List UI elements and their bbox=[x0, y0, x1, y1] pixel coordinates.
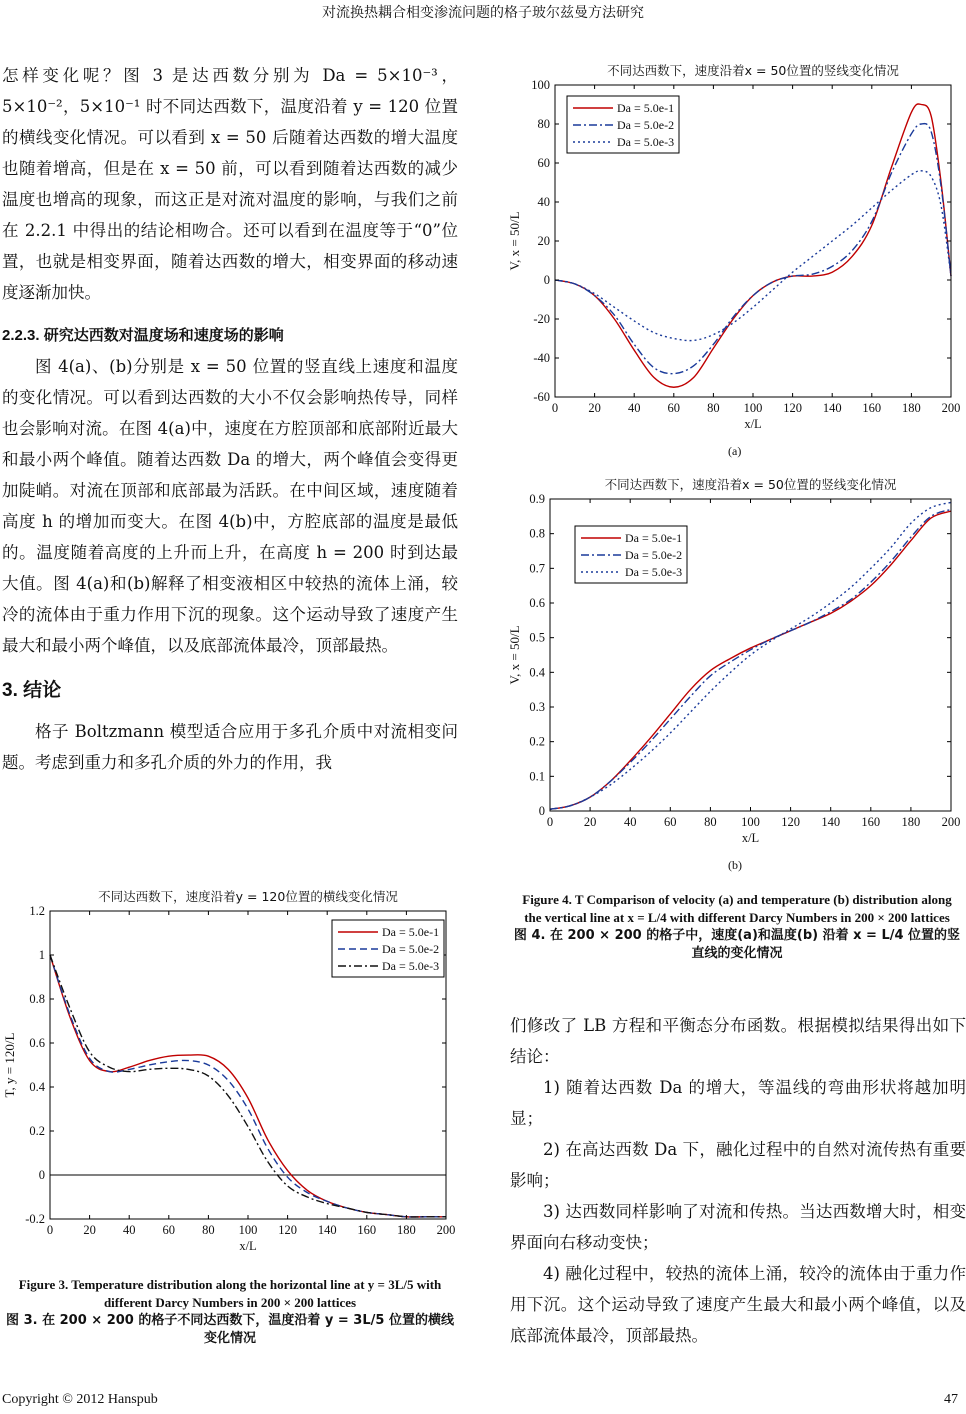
x-tick-label: 20 bbox=[83, 1223, 96, 1237]
figure-4a bbox=[505, 58, 965, 438]
x-tick-label: 120 bbox=[278, 1223, 297, 1237]
legend-label: Da = 5.0e-1 bbox=[382, 925, 440, 939]
x-tick-label: 200 bbox=[941, 815, 961, 829]
legend-label: Da = 5.0e-1 bbox=[617, 101, 675, 115]
y-tick-label: 0.3 bbox=[529, 700, 545, 714]
x-axis-label: x/L bbox=[744, 417, 762, 431]
legend-label: Da = 5.0e-2 bbox=[382, 942, 440, 956]
x-tick-label: 100 bbox=[238, 1223, 258, 1237]
y-tick-label: 0 bbox=[538, 804, 545, 818]
right-column bbox=[510, 1010, 966, 1351]
x-tick-label: 140 bbox=[317, 1223, 337, 1237]
figure-4b bbox=[505, 472, 965, 852]
chart-title: 不同达西数下，速度沿着x = 50位置的竖线变化情况 bbox=[607, 63, 899, 78]
y-tick-label: 100 bbox=[531, 78, 550, 92]
x-tick-label: 180 bbox=[397, 1223, 416, 1237]
x-tick-label: 180 bbox=[902, 401, 921, 415]
legend-label: Da = 5.0e-1 bbox=[625, 531, 683, 545]
y-tick-label: 0 bbox=[38, 1168, 45, 1182]
x-tick-label: 80 bbox=[704, 815, 717, 829]
conclusion-item: 1) 随着达西数 Da 的增大，等温线的弯曲形状将越加明显； bbox=[510, 1078, 966, 1128]
y-tick-label: 0.8 bbox=[529, 526, 545, 541]
y-tick-label: 80 bbox=[537, 117, 550, 131]
y-tick-label: -40 bbox=[533, 351, 550, 365]
caption-en: Figure 3. Temperature distribution along the horizontal line at y = 3L/5 with different Darcy Numbers in 200 × 200 lattices bbox=[18, 1277, 442, 1310]
y-tick-label: 20 bbox=[537, 234, 550, 248]
chart-title: 不同达西数下，速度沿着x = 50位置的竖线变化情况 bbox=[604, 477, 897, 492]
left-column bbox=[2, 60, 458, 778]
y-tick-label: 0.6 bbox=[29, 1036, 45, 1050]
y-axis-label: T, y = 120/L bbox=[2, 1032, 17, 1098]
y-tick-label: -60 bbox=[533, 390, 550, 404]
legend-label: Da = 5.0e-2 bbox=[625, 548, 683, 562]
y-tick-label: -20 bbox=[533, 312, 550, 326]
x-tick-label: 80 bbox=[707, 401, 720, 415]
series-line-2 bbox=[50, 955, 446, 1217]
x-tick-label: 140 bbox=[822, 401, 842, 415]
series-line-2 bbox=[555, 124, 951, 374]
x-tick-label: 40 bbox=[623, 815, 637, 829]
x-tick-label: 160 bbox=[861, 815, 881, 829]
chart-fig4a bbox=[505, 58, 965, 438]
caption-zh: 图 3. 在 200 × 200 的格子不同达西数下，温度沿着 y = 3L/5 位置的横线变化情况 bbox=[6, 1313, 454, 1346]
paragraph: 们修改了 LB 方程和平衡态分布函数。根据模拟结果得出如下结论： bbox=[510, 1016, 966, 1066]
y-tick-label: 1 bbox=[38, 948, 45, 962]
y-tick-label: -0.2 bbox=[25, 1212, 45, 1226]
x-tick-label: 20 bbox=[588, 401, 601, 415]
x-tick-label: 0 bbox=[546, 815, 554, 829]
series-line-1 bbox=[50, 955, 446, 1217]
y-tick-label: 0.8 bbox=[29, 992, 45, 1006]
chart-fig3 bbox=[2, 884, 460, 1264]
figure-4a-label: (a) bbox=[728, 444, 742, 458]
x-tick-label: 120 bbox=[783, 401, 802, 415]
y-tick-label: 0.1 bbox=[529, 769, 545, 784]
section-heading-3: 3. 结论 bbox=[2, 680, 62, 701]
figure-4-caption bbox=[512, 891, 962, 963]
paragraph: 怎样变化呢？图 3 是达西数分别为 Da = 5×10⁻³，5×10⁻²，5×10⁻¹ 时不同达西数下，温度沿着 y = 120 位置的横线变化情况。可以看到 x = 50 后随着达西数的增大温度也随着增高，但是在 x = 50 前，可以看到随着达西数的减少温度也增高的现象，而这正是对流对温度的影响，与我们之前在 2.2.1 中得出的结论相吻合。还可以看到在温度等于“0”位置，也就是相变界面，随着达西数的增大，相变界面的移动速度逐渐加快。 bbox=[2, 66, 458, 302]
figure-3-caption bbox=[2, 1276, 458, 1348]
y-tick-label: 0.2 bbox=[529, 734, 545, 749]
x-tick-label: 100 bbox=[743, 401, 763, 415]
y-tick-label: 40 bbox=[537, 195, 550, 209]
x-tick-label: 60 bbox=[162, 1223, 176, 1237]
paragraph: 格子 Boltzmann 模型适合应用于多孔介质中对流相变问题。考虑到重力和多孔介质的外力的作用，我 bbox=[2, 722, 458, 772]
y-tick-label: 0.6 bbox=[529, 596, 545, 610]
legend-label: Da = 5.0e-3 bbox=[625, 565, 683, 579]
legend-label: Da = 5.0e-2 bbox=[617, 118, 675, 132]
x-tick-label: 80 bbox=[202, 1223, 215, 1237]
x-tick-label: 180 bbox=[901, 815, 921, 829]
legend-label: Da = 5.0e-3 bbox=[382, 959, 440, 973]
paragraph: 图 4(a)、(b)分别是 x = 50 位置的竖直线上速度和温度的变化情况。可以看到达西数的大小不仅会影响热传导，同样也会影响对流。在图 4(a)中，速度在方腔顶部和底部附近最大和最小两个峰值。随着达西数 Da 的增大，两个峰值会变得更加陡峭。对流在顶部和底部最为活跃。在中间区域，速度随着高度 h 的增加而变大。在图 4(b)中，方腔底部的温度是最低的。温度随着高度的上升而上升，在高度 h = 200 时到达最大值。图 4(a)和(b)解释了相变液相区中较热的流体上涌，较冷的流体由于重力作用下沉的现象。这个运动导致了速度产生最大和最小两个峰值，以及底部流体最冷，顶部最热。 bbox=[2, 357, 458, 655]
x-tick-label: 0 bbox=[551, 401, 559, 415]
x-tick-label: 40 bbox=[627, 401, 641, 415]
y-tick-label: 0 bbox=[543, 273, 550, 287]
y-tick-label: 0.2 bbox=[29, 1124, 45, 1138]
footer-copyright: Copyright © 2012 Hanspub bbox=[2, 1392, 158, 1407]
y-axis-label: V, x = 50/L bbox=[507, 625, 522, 685]
figure-4b-label: (b) bbox=[728, 858, 742, 872]
x-tick-label: 20 bbox=[583, 815, 597, 829]
x-tick-label: 100 bbox=[741, 815, 760, 829]
y-tick-label: 1.2 bbox=[29, 904, 45, 918]
conclusion-item: 4) 融化过程中，较热的流体上涌，较冷的流体由于重力作用下沉。这个运动导致了速度产生最大和最小两个峰值，以及底部流体最冷，顶部最热。 bbox=[510, 1264, 966, 1345]
x-axis-label: x/L bbox=[239, 1239, 257, 1253]
y-tick-label: 0.4 bbox=[529, 665, 545, 680]
x-tick-label: 60 bbox=[664, 815, 677, 829]
x-tick-label: 120 bbox=[781, 815, 800, 829]
section-heading-2-2-3: 2.2.3. 研究达西数对温度场和速度场的影响 bbox=[2, 327, 284, 344]
x-tick-label: 140 bbox=[821, 815, 841, 829]
conclusion-item: 2) 在高达西数 Da 下，融化过程中的自然对流传热有重要影响； bbox=[510, 1140, 966, 1190]
chart-fig4b bbox=[505, 472, 965, 852]
x-tick-label: 200 bbox=[941, 401, 961, 415]
y-tick-label: 0.5 bbox=[529, 630, 545, 645]
x-axis-label: x/L bbox=[741, 831, 760, 845]
x-tick-label: 160 bbox=[862, 401, 882, 415]
legend-label: Da = 5.0e-3 bbox=[617, 135, 675, 149]
x-tick-label: 40 bbox=[122, 1223, 136, 1237]
x-tick-label: 200 bbox=[436, 1223, 456, 1237]
figure-3 bbox=[2, 884, 460, 1264]
y-tick-label: 0.7 bbox=[529, 561, 545, 576]
x-tick-label: 60 bbox=[667, 401, 681, 415]
x-tick-label: 160 bbox=[357, 1223, 377, 1237]
footer-page-number: 47 bbox=[944, 1392, 958, 1407]
y-tick-label: 60 bbox=[537, 156, 550, 170]
caption-en: Figure 4. T Comparison of velocity (a) and temperature (b) distribution along the vertical line at x = L/4 with different Darcy Numbers in 200 × 200 lattices bbox=[522, 892, 952, 925]
x-tick-label: 0 bbox=[46, 1223, 54, 1237]
series-line-3 bbox=[50, 955, 446, 1217]
conclusion-item: 3) 达西数同样影响了对流和传热。当达西数增大时，相变界面向右移动变快； bbox=[510, 1202, 966, 1252]
caption-zh: 图 4. 在 200 × 200 的格子中，速度(a)和温度(b) 沿着 x = L/4 位置的竖直线的变化情况 bbox=[513, 928, 961, 961]
chart-title: 不同达西数下，速度沿着y = 120位置的横线变化情况 bbox=[98, 889, 398, 904]
y-tick-label: 0.4 bbox=[29, 1080, 45, 1094]
y-tick-label: 0.9 bbox=[529, 492, 545, 506]
y-axis-label: V, x = 50/L bbox=[507, 211, 522, 271]
running-header: 对流换热耦合相变渗流问题的格子玻尔兹曼方法研究 bbox=[322, 5, 644, 21]
